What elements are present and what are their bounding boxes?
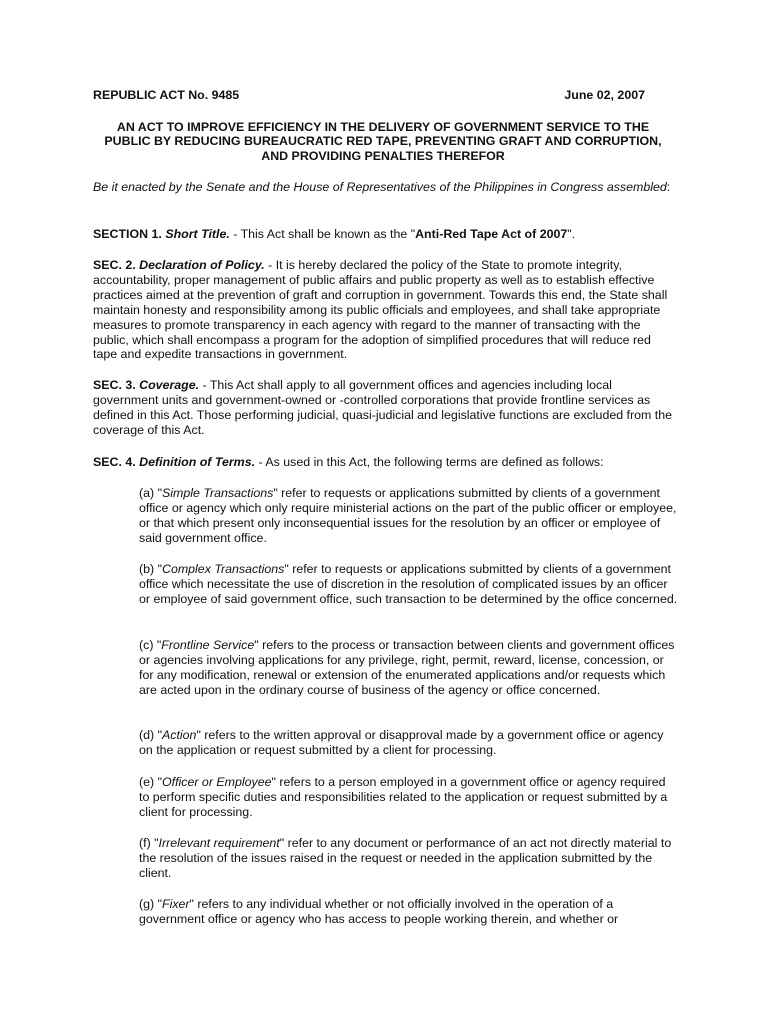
definition-text: " refer to requests or applications submitted by clients of a government office or agency which only require ministerial actions on the part of the public officer or employee, or that which present only inconsequential issues for the resolution by an officer or employee of said government office. — [139, 486, 677, 545]
definition-letter: (b) " — [139, 562, 162, 576]
section-text-end: ". — [567, 227, 576, 241]
section-label: SEC. 2. — [93, 258, 136, 272]
act-number: REPUBLIC ACT No. 9485 — [93, 88, 240, 102]
section-1 — [93, 227, 678, 242]
definition-c — [139, 638, 679, 698]
section-text: - This Act shall be known as the " — [229, 227, 416, 241]
section-heading: Definition of Terms. — [139, 455, 256, 469]
definition-a — [139, 486, 679, 546]
definition-text: " refers to a person employed in a government office or agency required to perform specific duties and responsibilities related to the application or request submitted by a client for processing. — [139, 775, 668, 819]
definition-text: " refers to any individual whether or not officially involved in the operation of a government office or agency who has access to people working therein, and whether or — [139, 897, 619, 926]
section-4 — [93, 455, 678, 470]
definition-text: " refers to the written approval or disapproval made by a government office or agency on the application or request submitted by a client for processing. — [139, 728, 664, 757]
section-heading: Coverage. — [139, 378, 200, 392]
definition-term: Complex Transactions — [162, 562, 285, 576]
section-3 — [93, 378, 678, 438]
definition-text: " refers to the process or transaction between clients and government offices or agencies involving applications for any privilege, right, permit, reward, license, concession, or for any modification, renewal or extension of the enumerated applications and/or requests which are acted upon in the ordinary course of business of the agency or office concerned. — [139, 638, 675, 697]
definition-term: Action — [162, 728, 197, 742]
definition-term: Frontline Service — [161, 638, 255, 652]
definition-b — [139, 562, 679, 607]
definition-term: Simple Transactions — [162, 486, 274, 500]
enacting-clause — [93, 180, 673, 195]
section-label: SEC. 4. — [93, 455, 136, 469]
enacting-clause-end: : — [666, 180, 671, 194]
definition-term: Irrelevant requirement — [158, 836, 280, 850]
section-label: SECTION 1. — [93, 227, 162, 241]
enacting-clause-text: Be it enacted by the Senate and the House of Representatives of the Philippines in Congress assembled — [93, 180, 667, 194]
act-title: AN ACT TO IMPROVE EFFICIENCY IN THE DELIVERY OF GOVERNMENT SERVICE TO THE PUBLIC BY REDUCING BUREAUCRATIC RED TAPE, PREVENTING GRAFT AND CORRUPTION, AND PROVIDING PENALTIES THEREFOR — [104, 120, 662, 163]
definition-f — [139, 836, 679, 881]
section-2 — [93, 258, 678, 362]
section-heading: Declaration of Policy. — [139, 258, 265, 272]
definition-text: " refer to requests or applications submitted by clients of a government office which necessitate the use of discretion in the resolution of complicated issues by an officer or employee of said government office, such transaction to be determined by the office concerned. — [139, 562, 678, 606]
act-date: June 02, 2007 — [564, 88, 645, 102]
short-title: Anti-Red Tape Act of 2007 — [415, 227, 568, 241]
document-header — [93, 88, 645, 103]
definition-text: " refer to any document or performance of an act not directly material to the resolution of the issues raised in the request or needed in the application submitted by the client. — [139, 836, 672, 880]
definition-letter: (c) " — [139, 638, 162, 652]
definition-letter: (e) " — [139, 775, 162, 789]
definition-letter: (d) " — [139, 728, 162, 742]
definition-letter: (g) " — [139, 897, 162, 911]
section-text: - As used in this Act, the following terms are defined as follows: — [255, 455, 604, 469]
definition-g — [139, 897, 679, 927]
definition-term: Officer or Employee — [162, 775, 272, 789]
section-text: - It is hereby declared the policy of the State to promote integrity, accountability, proper management of public affairs and public property as well as to establish effective practices aimed at the prevention of graft and corruption in government. Towards this end, the State shall maintain honesty and responsibility among its public officials and employees, and shall take appropriate measures to promote transparency in each agency with regard to the manner of transacting with the public, which shall encompass a program for the adoption of simplified procedures that will reduce red tape and expedite transactions in government. — [93, 258, 668, 362]
section-heading: Short Title. — [165, 227, 230, 241]
definition-term: Fixer — [162, 897, 190, 911]
section-label: SEC. 3. — [93, 378, 136, 392]
definition-letter: (f) " — [139, 836, 159, 850]
definition-letter: (a) " — [139, 486, 162, 500]
section-text: - This Act shall apply to all government offices and agencies including local government units and government-owned or -controlled corporations that provide frontline services as defined in this Act. Those performing judicial, quasi-judicial and legislative functions are excluded from the coverage of this Act. — [93, 378, 673, 437]
definition-e — [139, 775, 679, 820]
definition-d — [139, 728, 679, 758]
